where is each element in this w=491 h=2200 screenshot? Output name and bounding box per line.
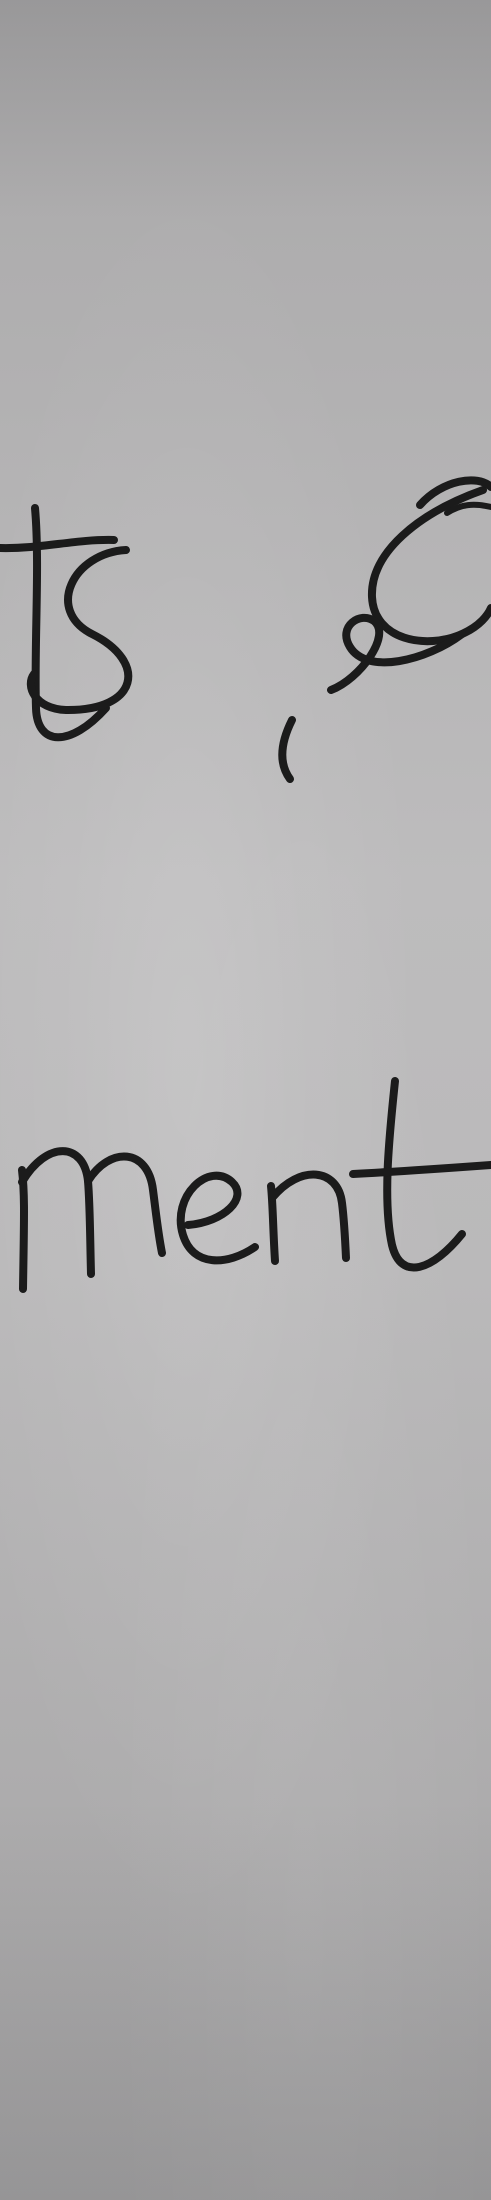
letter-s	[31, 550, 128, 710]
comma-mark	[282, 720, 292, 779]
letter-n-hump	[272, 1175, 346, 1258]
letter-m-stem	[22, 1170, 24, 1289]
letter-s-lower	[331, 618, 462, 690]
letter-s-upper	[372, 490, 491, 641]
letter-t-cross	[0, 540, 114, 548]
letter-t-cross-2	[353, 1165, 491, 1174]
bottom-paper-shadow	[0, 1800, 491, 2200]
top-paper-shadow	[0, 0, 491, 220]
handwritten-line-2	[0, 1070, 491, 1310]
letter-e	[181, 1176, 255, 1261]
letter-m-first-hump	[22, 1151, 91, 1274]
handwritten-line-1	[0, 470, 491, 810]
letter-m-second-hump	[88, 1156, 162, 1253]
